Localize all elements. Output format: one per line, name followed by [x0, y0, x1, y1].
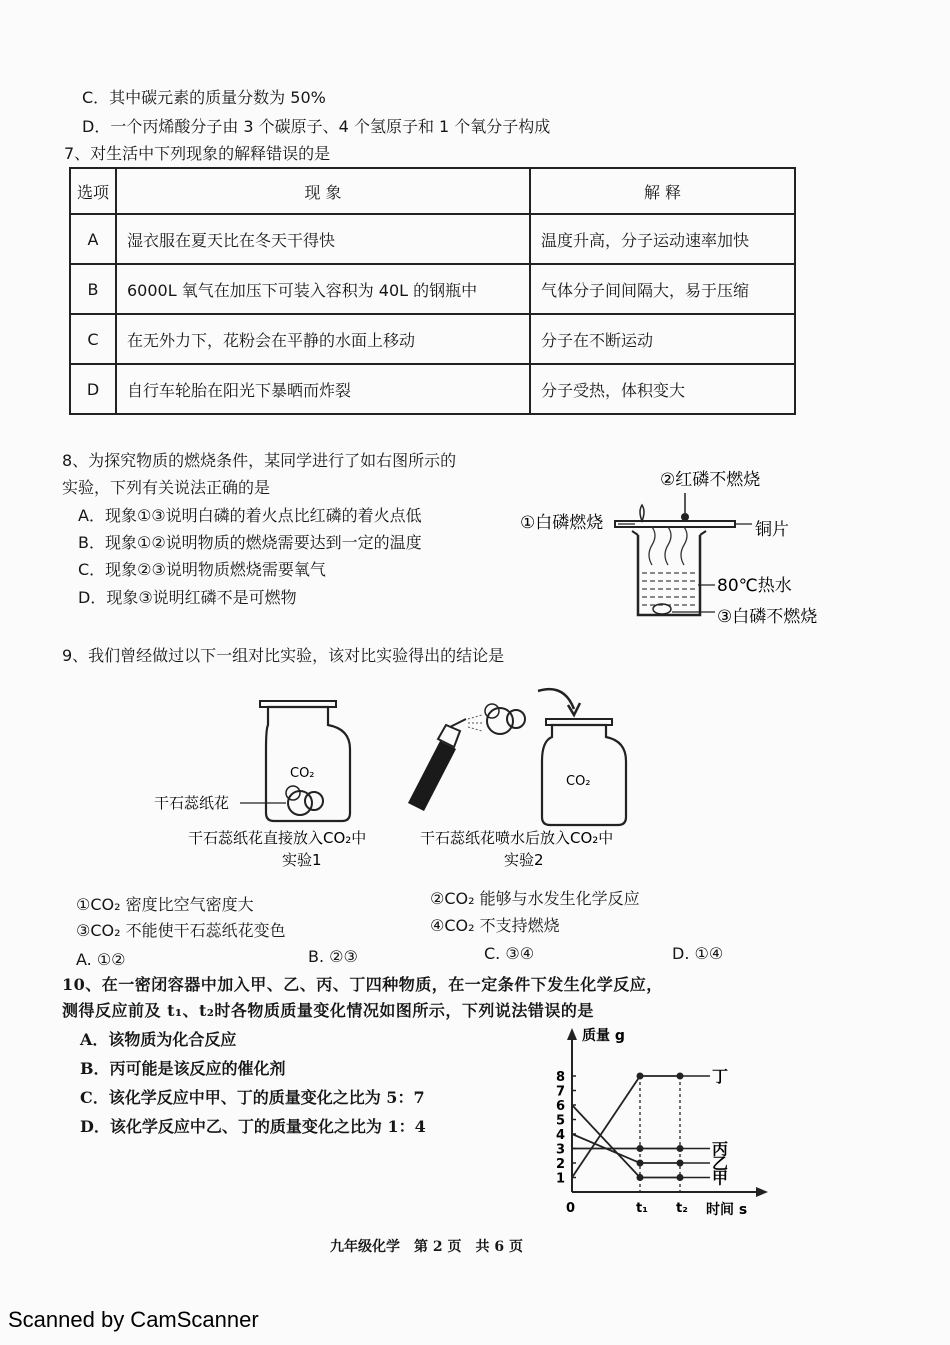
hot-water — [642, 573, 696, 605]
spray-bottle-icon — [408, 719, 466, 811]
jar1-co2-label: CO₂ — [290, 766, 315, 781]
jar2-co2-label: CO₂ — [566, 774, 591, 789]
x-axis-arrow-icon — [756, 1187, 768, 1197]
q7-row-explanation: 分子在不断运动 — [530, 314, 795, 364]
q10-mass-time-chart — [540, 1020, 780, 1220]
q6-option-d: D．一个丙烯酸分子由 3 个碳原子、4 个氢原子和 1 个氧分子构成 — [82, 117, 551, 136]
q9-option-a: A. ①② — [76, 950, 126, 969]
y-tick-label: 5 — [556, 1113, 566, 1129]
q8-option-a: A．现象①③说明白磷的着火点比红磷的着火点低 — [78, 506, 422, 525]
q9-option-b: B. ②③ — [308, 947, 358, 966]
q9-statement-2: ②CO₂ 能够与水发生化学反应 — [430, 889, 640, 908]
q9-stem: 9、我们曾经做过以下一组对比实验，该对比实验得出的结论是 — [62, 646, 505, 665]
q9-option-c: C. ③④ — [484, 944, 535, 963]
beaker — [638, 535, 700, 615]
x-axis-label: 时间 s — [706, 1202, 748, 1218]
q6-option-c: C．其中碳元素的质量分数为 50% — [82, 88, 326, 107]
data-point — [637, 1073, 644, 1080]
q7-table — [69, 167, 796, 415]
q9-statement-3: ③CO₂ 不能使干石蕊纸花变色 — [76, 921, 286, 940]
x-tick-label: t₂ — [676, 1201, 688, 1216]
sprayed-litmus-flower-icon — [485, 704, 525, 734]
series-label: 乙 — [712, 1154, 729, 1173]
q7-row-explanation: 温度升高，分子运动速率加快 — [530, 214, 795, 264]
exp1-caption: 干石蕊纸花直接放入CO₂中 — [188, 829, 367, 847]
q7-row-phenomenon: 6000L 氧气在加压下可装入容积为 40L 的钢瓶中 — [116, 264, 530, 314]
y-tick-label: 3 — [556, 1142, 566, 1158]
q8-combustion-diagram — [520, 455, 840, 635]
y-tick-label: 6 — [556, 1099, 566, 1114]
table-row — [70, 364, 795, 414]
series-label: 甲 — [712, 1168, 729, 1188]
table-row — [70, 264, 795, 314]
litmus-flower-icon — [286, 786, 323, 815]
flower-label: 干石蕊纸花 — [154, 794, 230, 812]
y-tick-label: 8 — [556, 1070, 566, 1085]
q7-row-option: B — [70, 264, 116, 314]
q7-header-row — [70, 168, 795, 214]
red-phosphorus — [681, 513, 689, 521]
y-tick-label: 7 — [556, 1084, 566, 1100]
q7-row-explanation: 分子受热，体积变大 — [530, 364, 795, 414]
y-tick-label: 2 — [556, 1157, 566, 1172]
q9-co2-experiment-diagram — [150, 685, 670, 875]
y-tick-label: 4 — [556, 1128, 566, 1143]
q7-stem: 7、对生活中下列现象的解释错误的是 — [64, 144, 331, 163]
q10-option-a: A．该物质为化合反应 — [80, 1030, 237, 1049]
q7-header-phenomenon: 现 象 — [116, 168, 530, 214]
label-white-phosphorus-burning: ①白磷燃烧 — [520, 513, 604, 533]
page-footer: 九年级化学 第 2 页 共 6 页 — [330, 1239, 523, 1255]
data-point — [637, 1145, 644, 1152]
label-white-phosphorus-not-burning: ③白磷不燃烧 — [717, 607, 818, 627]
jar-experiment-1 — [266, 707, 350, 821]
q7-header-explanation: 解 释 — [530, 168, 795, 214]
q10-option-c: C．该化学反应中甲、丁的质量变化之比为 5：7 — [80, 1088, 425, 1107]
q7-row-option: A — [70, 214, 116, 264]
q8-option-b: B．现象①②说明物质的燃烧需要达到一定的温度 — [78, 533, 422, 552]
label-red-phosphorus: ②红磷不燃烧 — [660, 470, 761, 490]
series-label: 丙 — [712, 1139, 729, 1159]
y-axis-arrow-icon — [567, 1028, 577, 1040]
q10-stem-line2: 测得反应前及 t₁、t₂时各物质质量变化情况如图所示，下列说法错误的是 — [62, 1001, 594, 1020]
exp2-caption: 干石蕊纸花喷水后放入CO₂中 — [420, 829, 614, 847]
table-row — [70, 214, 795, 264]
q10-option-b: B．丙可能是该反应的催化剂 — [80, 1059, 286, 1078]
q7-row-phenomenon: 自行车轮胎在阳光下暴晒而炸裂 — [116, 364, 530, 414]
y-axis-label: 质量 g — [582, 1028, 625, 1044]
q7-row-option: D — [70, 364, 116, 414]
label-hot-water: 80℃热水 — [717, 576, 792, 596]
x-tick-label: t₁ — [636, 1201, 648, 1216]
q7-row-phenomenon: 在无外力下，花粉会在平静的水面上移动 — [116, 314, 530, 364]
q8-option-c: C．现象②③说明物质燃烧需要氧气 — [78, 560, 326, 579]
label-copper-plate: 铜片 — [755, 520, 789, 540]
q9-option-d: D. ①④ — [672, 944, 724, 963]
q10-stem-line1: 10、在一密闭容器中加入甲、乙、丙、丁四种物质，在一定条件下发生化学反应， — [62, 975, 663, 994]
q7-row-explanation: 气体分子间间隔大，易于压缩 — [530, 264, 795, 314]
q8-stem-line2: 实验，下列有关说法正确的是 — [62, 478, 271, 497]
camscanner-watermark: Scanned by CamScanner — [8, 1307, 259, 1332]
q7-row-phenomenon: 湿衣服在夏天比在冬天干得快 — [116, 214, 530, 264]
q8-option-d: D．现象③说明红磷不是可燃物 — [78, 588, 297, 607]
data-point — [637, 1160, 644, 1167]
q7-row-option: C — [70, 314, 116, 364]
q9-statement-4: ④CO₂ 不支持燃烧 — [430, 916, 560, 935]
data-point — [637, 1174, 644, 1181]
x-tick-label: 0 — [566, 1201, 576, 1216]
exp2-title: 实验2 — [504, 851, 544, 869]
q10-option-d: D．该化学反应中乙、丁的质量变化之比为 1：4 — [80, 1117, 426, 1136]
series-label: 丁 — [712, 1067, 729, 1086]
exp1-title: 实验1 — [282, 851, 322, 869]
q7-header-option: 选项 — [70, 168, 116, 214]
q8-stem-line1: 8、为探究物质的燃烧条件，某同学进行了如右图所示的 — [62, 451, 457, 470]
q9-statement-1: ①CO₂ 密度比空气密度大 — [76, 895, 254, 914]
flame-icon — [640, 505, 644, 521]
y-tick-label: 1 — [556, 1171, 566, 1187]
table-row — [70, 314, 795, 364]
